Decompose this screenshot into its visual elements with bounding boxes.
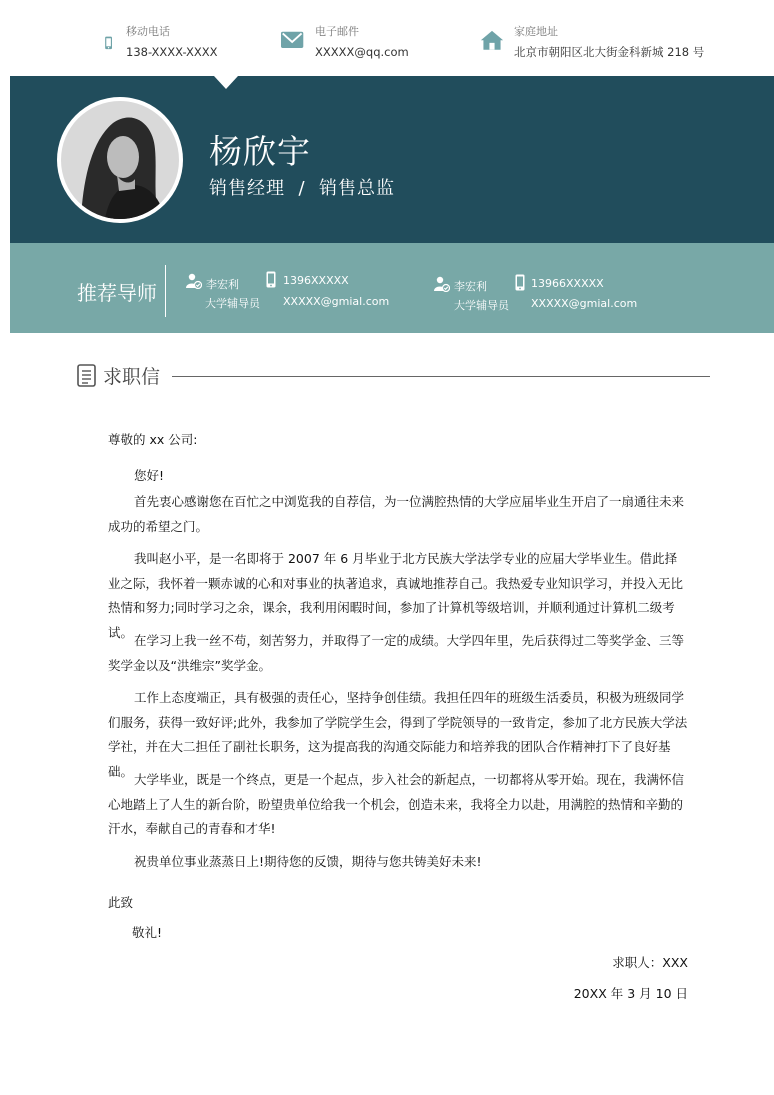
section-title: 求职信 [103,366,161,388]
job-title: 销售经理 / 销售总监 [209,178,395,199]
letter-paragraph: 大学毕业，既是一个终点，更是一个起点，步入社会的新起点，一切都将从零开始。现在，我满怀信心地踏上了人生的新台阶，盼望贵单位给我一个机会，创造未来，我将全力以赴，用满腔的热情和辛勤的汗水，奉献自己的青春和才华! [108,772,685,836]
mobile-icon [515,274,525,291]
contact-email [279,24,409,61]
portrait-photo [61,101,179,219]
letter-regards: 敬礼! [132,925,163,940]
mentor-email: XXXXX@gmial.com [283,295,390,308]
letter-paragraph: 祝贵单位事业蒸蒸日上!期待您的反馈，期待与您共铸美好未来! [134,854,482,869]
letter-paragraph: 我叫赵小平，是一名即将于 2007 年 6 月毕业于北方民族大学法学专业的应届大学毕业生。借此择业之际，我怀着一颗赤诚的心和对事业的执著追求，真诚地推荐自己。我热爱专业知识学习，并投入无比热情和努力;同时学习之余，课余，我利用闲暇时间，参加了计算机等级培训，并顺利通过计算机二级考试。 [108,551,684,640]
mentor-name: 李宏利 [454,280,487,293]
letter-paragraph: 工作上态度端正，具有极强的责任心，坚持争创佳绩。我担任四年的班级生活委员，积极为班级同学们服务，获得一致好评;此外，我参加了学院学生会，得到了学院领导的一致肯定，参加了北方民族大学法学社，并在大二担任了副社长职务，这为提高我的沟通交际能力和培养我的团队合作精神打下了良好基础。 [108,690,688,779]
contact-label: 家庭地址 [514,25,558,38]
home-icon [478,30,506,54]
contact-phone [104,24,218,61]
mail-icon [279,30,307,54]
contact-value: 138-XXXX-XXXX [126,45,218,59]
letter-closing: 此致 [108,895,134,910]
letter-salutation: 尊敬的 xx 公司: [108,432,198,447]
letter-paragraph: 首先衷心感谢您在百忙之中浏览我的自荐信，为一位满腔热情的大学应届毕业生开启了一扇通往未来成功的希望之门。 [108,494,685,534]
letter-greeting: 您好! [134,468,165,483]
avatar [57,97,183,223]
document-icon [77,364,97,388]
person-name: 杨欣宇 [209,132,311,171]
mentor-name: 李宏利 [206,278,239,291]
contact-label: 电子邮件 [315,25,359,38]
mentor-email: XXXXX@gmial.com [531,297,638,310]
section-rule [172,376,710,377]
contact-value: XXXXX@qq.com [315,45,409,59]
user-check-icon [186,273,202,289]
mentor-divider [165,265,166,317]
contact-value: 北京市朝阳区北大街金科新城 218 号 [514,45,705,59]
header-notch [214,76,238,89]
mentor-phone: 13966XXXXX [531,277,604,290]
contact-label: 移动电话 [126,25,170,38]
mentor-section-label: 推荐导师 [77,281,157,305]
letter-paragraph: 在学习上我一丝不苟，刻苦努力，并取得了一定的成绩。大学四年里，先后获得过二等奖学金、三等奖学金以及“洪维宗”奖学金。 [108,633,685,673]
mentor-phone: 1396XXXXX [283,274,349,287]
phone-icon [104,30,120,58]
letter-signature: 求职人：XXX [612,955,688,970]
mentor-role: 大学辅导员 [454,299,509,312]
letter-date: 20XX 年 3 月 10 日 [573,986,688,1001]
mentor-role: 大学辅导员 [205,297,260,310]
contact-address [478,24,704,61]
user-check-icon [434,276,450,292]
mobile-icon [266,271,276,288]
